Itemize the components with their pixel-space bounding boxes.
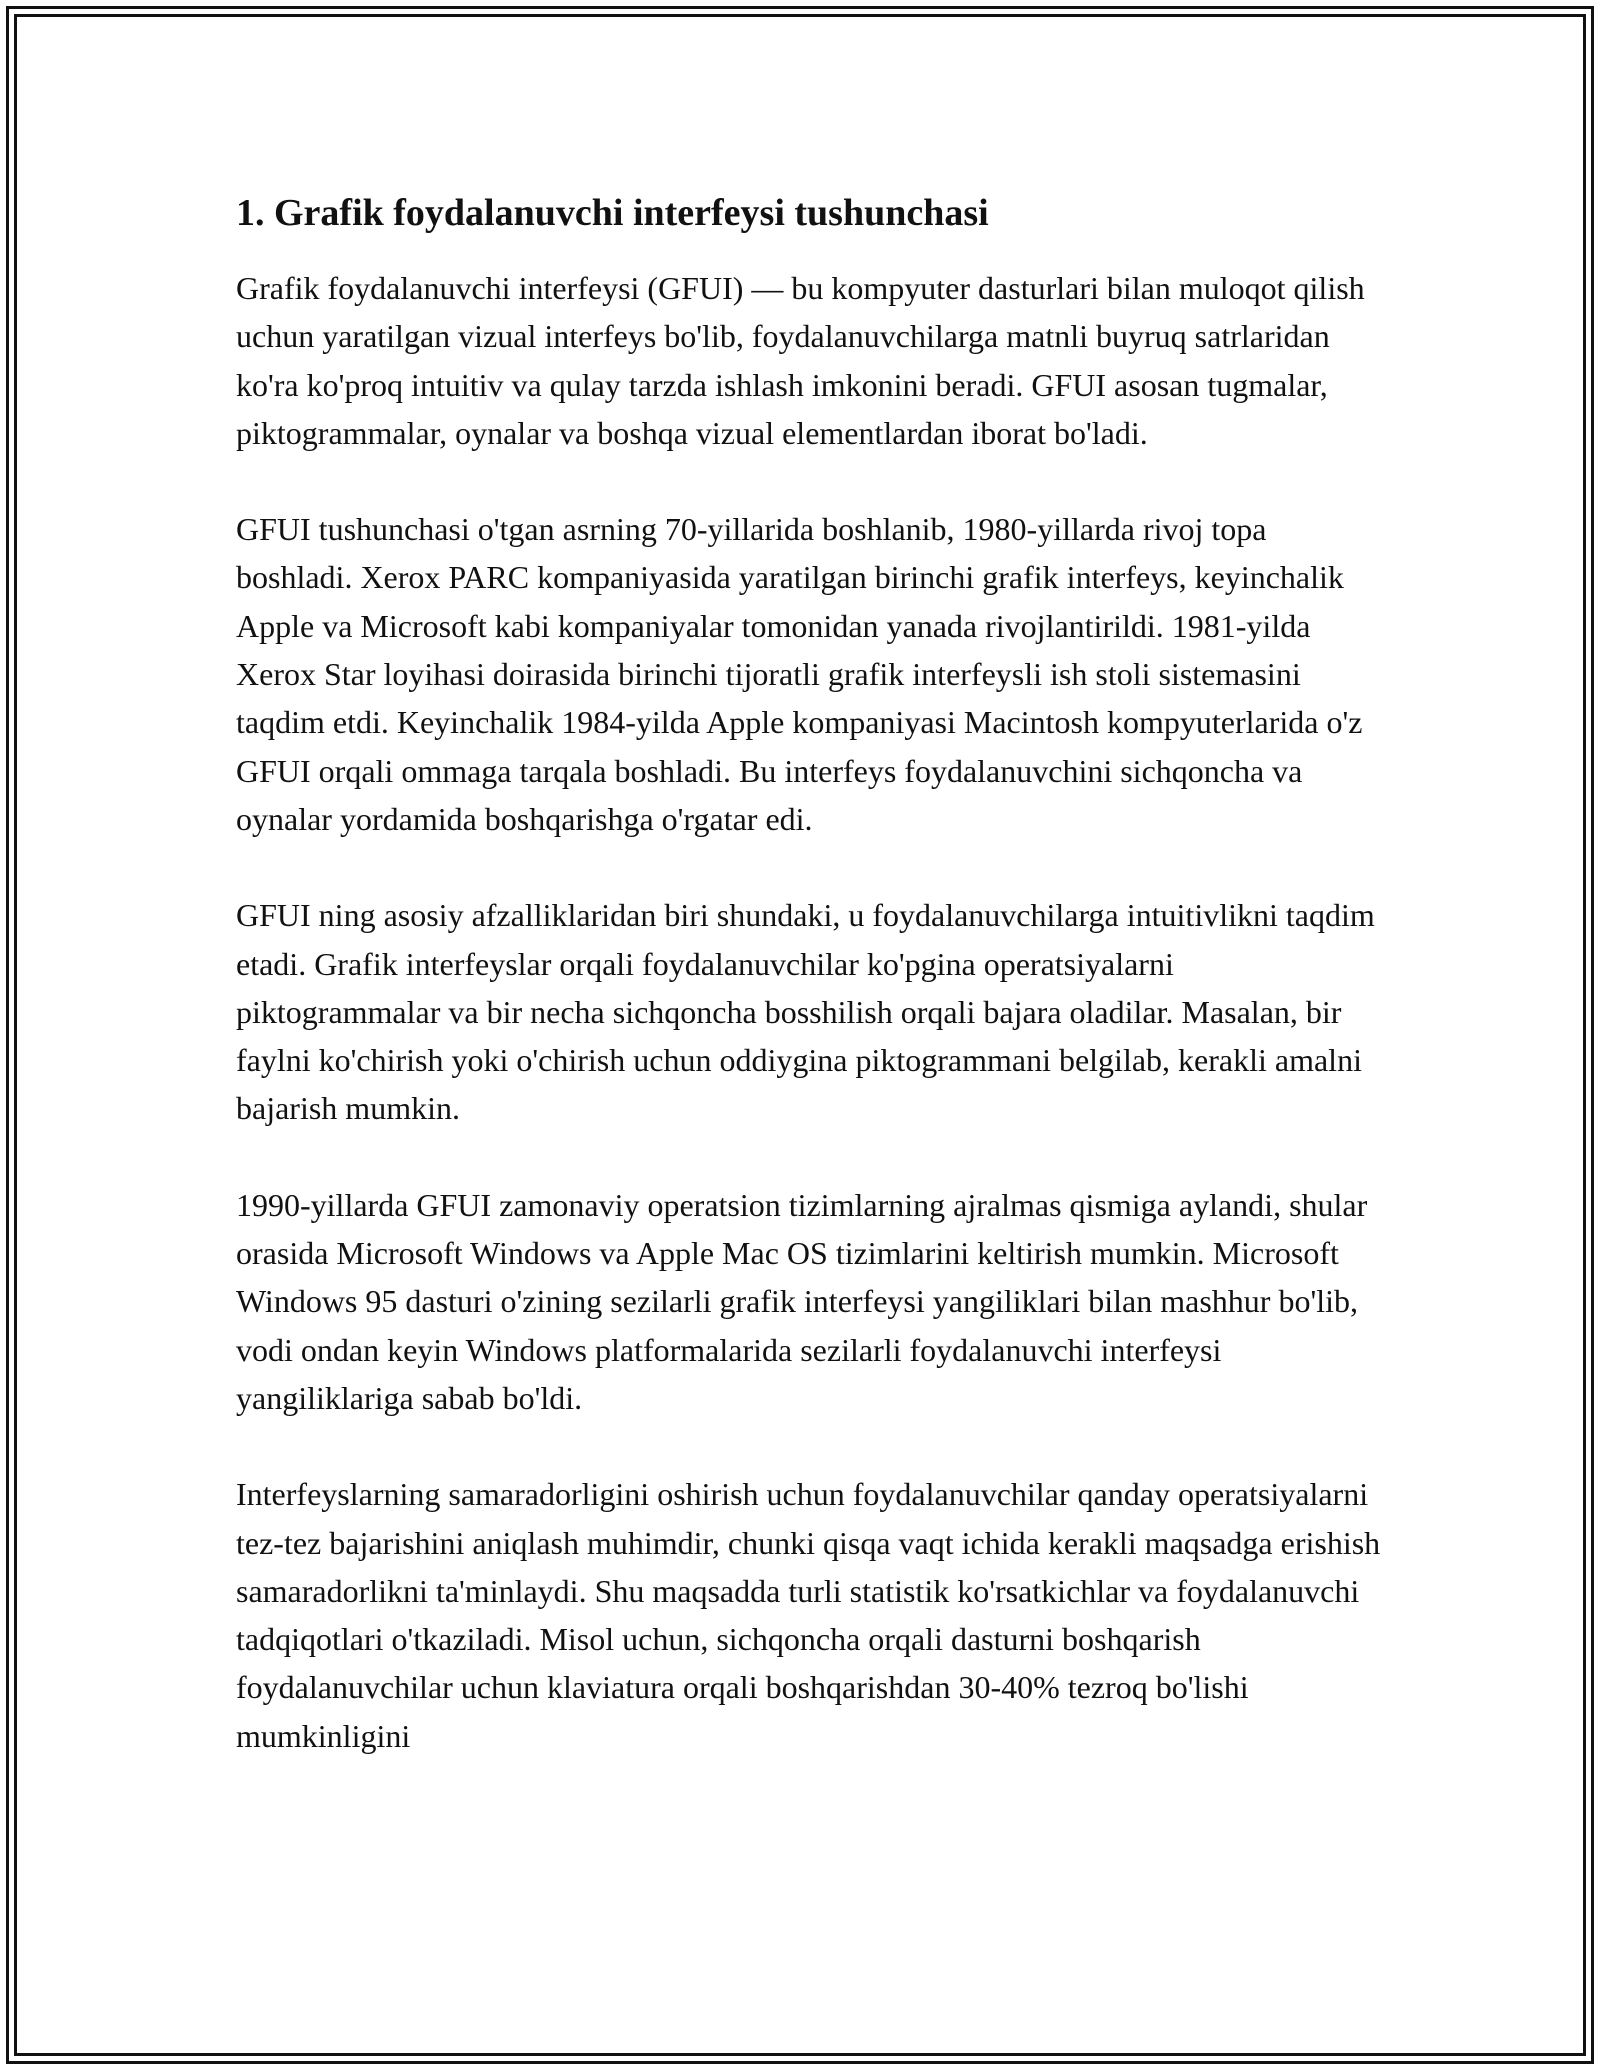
paragraph-4: 1990-yillarda GFUI zamonaviy operatsion tizimlarning ajralmas qismiga aylandi, shular orasida Microsoft Windows va Apple Mac OS tizimlarini keltirish mumkin. Microsoft Windows 95 dasturi o'zining sezilarli grafik interfeysi yangiliklari bilan mashhur bo'lib, vodi ondan keyin Windows platformalarida sezilarli foydalanuvchi interfeysi yangiliklariga sabab bo'ldi. <box>236 1186 1368 1416</box>
paragraph-1: Grafik foydalanuvchi interfeysi (GFUI) — bu kompyuter dasturlari bilan muloqot qilish uchun yaratilgan vizual interfeys bo'lib, foydalanuvchilarga matnli buyruq satrlaridan ko'ra ko'proq intuitiv va qulay tarzda ishlash imkonini beradi. GFUI asosan tugmalar, piktogrammalar, oynalar va boshqa vizual elementlardan iborat bo'ladi. <box>236 270 1365 451</box>
section-heading: 1. Grafik foydalanuvchi interfeysi tushunchasi <box>236 192 989 234</box>
document-body <box>236 188 1386 1808</box>
paragraph-5: Interfeyslarning samaradorligini oshirish uchun foydalanuvchilar qanday operatsiyalarni tez-tez bajarishini aniqlash muhimdir, chunki qisqa vaqt ichida kerakli maqsadga erishish samaradorlikni ta'minlaydi. Shu maqsadda turli statistik ko'rsatkichlar va foydalanuvchi tadqiqotlari o'tkaziladi. Misol uchun, sichqoncha orqali dasturni boshqarish foydalanuvchilar uchun klaviatura orqali boshqarishdan 30-40% tezroq bo'lishi mumkinligini <box>236 1476 1381 1754</box>
paragraph-2: GFUI tushunchasi o'tgan asrning 70-yillarida boshlanib, 1980-yillarda rivoj topa boshladi. Xerox PARC kompaniyasida yaratilgan birinchi grafik interfeys, keyinchalik Apple va Microsoft kabi kompaniyalar tomonidan yanada rivojlantirildi. 1981-yilda Xerox Star loyihasi doirasida birinchi tijoratli grafik interfeysli ish stoli sistemasini taqdim etdi. Keyinchalik 1984-yilda Apple kompaniyasi Macintosh kompyuterlarida o'z GFUI orqali ommaga tarqala boshladi. Bu interfeys foydalanuvchini sichqoncha va oynalar yordamida boshqarishga o'rgatar edi. <box>236 511 1363 837</box>
paragraph-3: GFUI ning asosiy afzalliklaridan biri shundaki, u foydalanuvchilarga intuitivlikni taqdim etadi. Grafik interfeyslar orqali foydalanuvchilar ko'pgina operatsiyalarni piktogrammalar va bir necha sichqoncha bosshilish orqali bajara oladilar. Masalan, bir faylni ko'chirish yoki o'chirish uchun oddiygina piktogrammani belgilab, kerakli amalni bajarish mumkin. <box>236 897 1375 1127</box>
